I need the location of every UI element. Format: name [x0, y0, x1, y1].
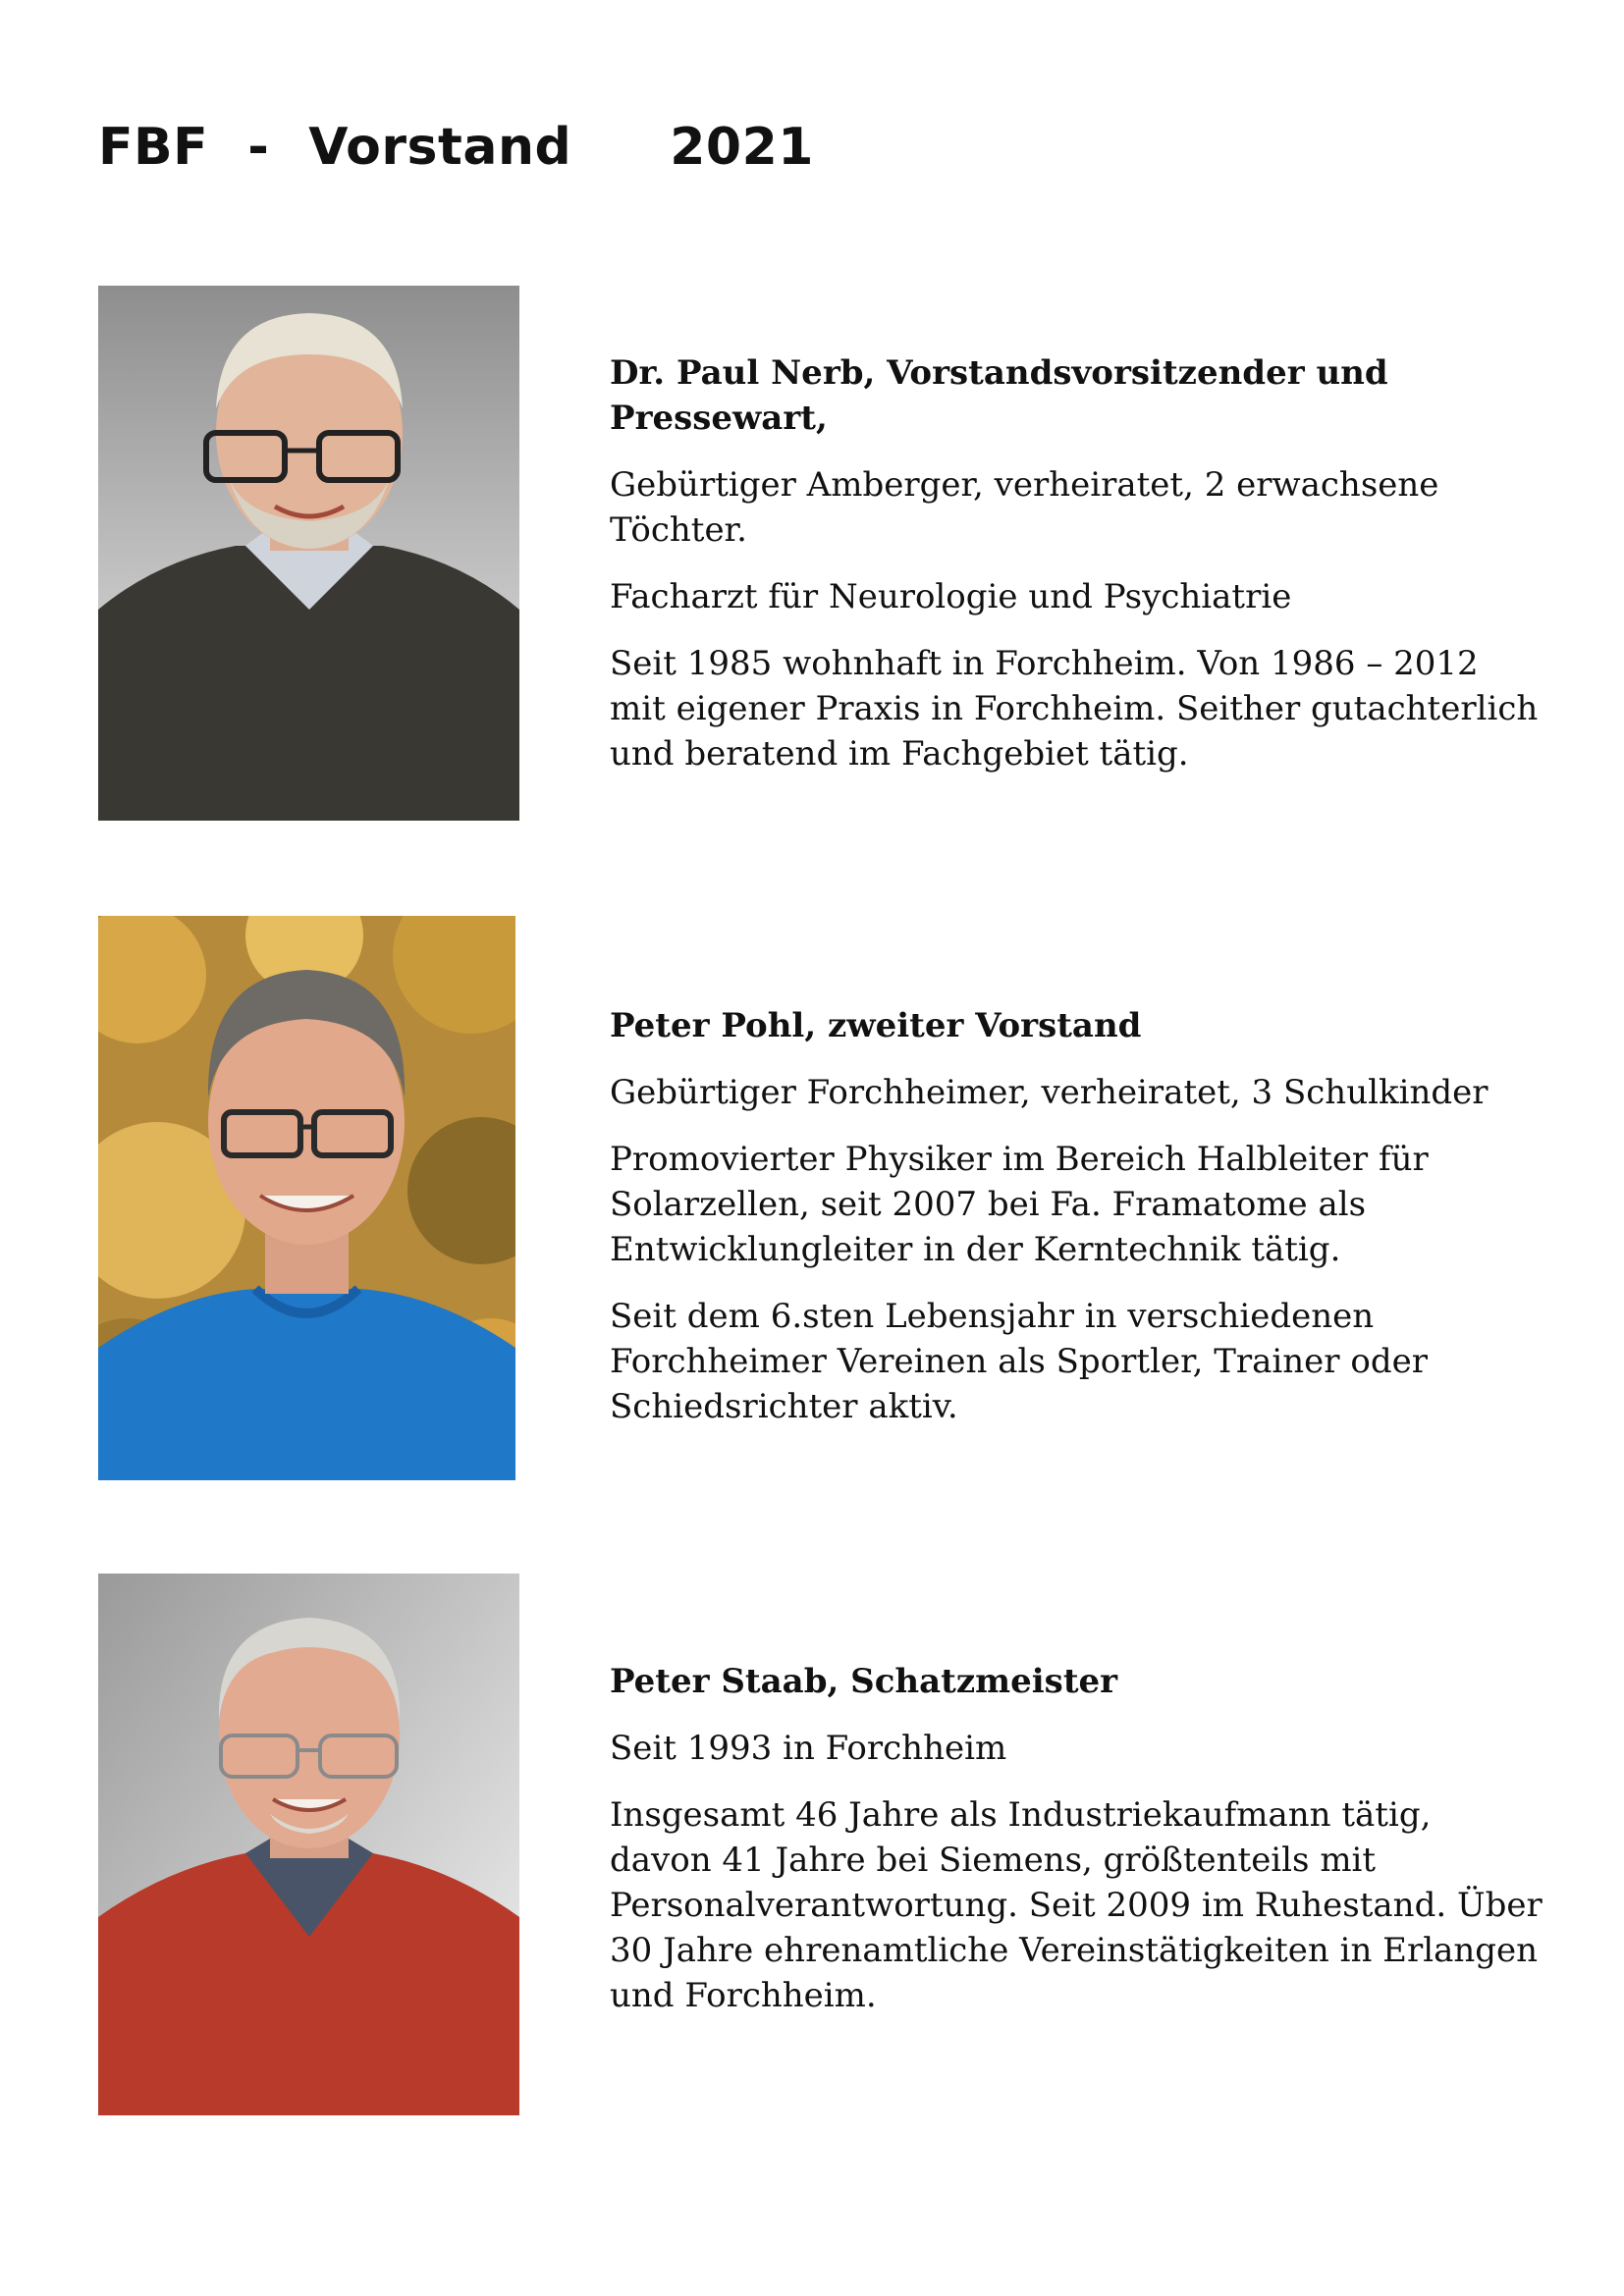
member-paragraph: Gebürtiger Forchheimer, verheiratet, 3 Schulkinder: [610, 1073, 1489, 1112]
member-bio-1: [610, 350, 1543, 798]
member-paragraph: Promovierter Physiker im Bereich Halbleiter für Solarzellen, seit 2007 bei Fa. Framatome als Entwicklungleiter in der Kerntechnik tätig.: [610, 1140, 1429, 1269]
page-title: [98, 118, 814, 177]
title-dash: -: [247, 118, 270, 177]
member-paragraph: Seit 1985 wohnhaft in Forchheim. Von 1986 – 2012 mit eigener Praxis in Forchheim. Seither gutachterlich und beratend im Fachgebiet tätig.: [610, 644, 1539, 774]
member-name: Peter Staab, Schatzmeister: [610, 1662, 1118, 1701]
member-bio-2: [610, 1003, 1543, 1451]
title-year: 2021: [670, 118, 814, 177]
member-paragraph: Gebürtiger Amberger, verheiratet, 2 erwachsene Töchter.: [610, 465, 1439, 550]
member-paragraph: Seit dem 6.sten Lebensjahr in verschiedenen Forchheimer Vereinen als Sportler, Trainer oder Schiedsrichter aktiv.: [610, 1297, 1428, 1426]
portrait-photo-3: [98, 1574, 519, 2115]
portrait-photo-1: [98, 286, 519, 821]
title-org: FBF: [98, 118, 209, 177]
member-paragraph: Facharzt für Neurologie und Psychiatrie: [610, 577, 1292, 616]
member-paragraph: Insgesamt 46 Jahre als Industriekaufmann tätig, davon 41 Jahre bei Siemens, größtenteils mit Personalverantwortung. Seit 2009 im Ruhestand. Über 30 Jahre ehrenamtliche Vereinstätigkeiten in Erlangen und Forchheim.: [610, 1795, 1543, 2015]
portrait-photo-2: [98, 916, 515, 1480]
title-board: Vorstand: [308, 118, 572, 177]
member-bio-3: [610, 1659, 1543, 2040]
member-name: Dr. Paul Nerb, Vorstandsvorsitzender und Pressewart,: [610, 353, 1388, 438]
member-paragraph: Seit 1993 in Forchheim: [610, 1729, 1007, 1768]
member-name: Peter Pohl, zweiter Vorstand: [610, 1006, 1142, 1045]
